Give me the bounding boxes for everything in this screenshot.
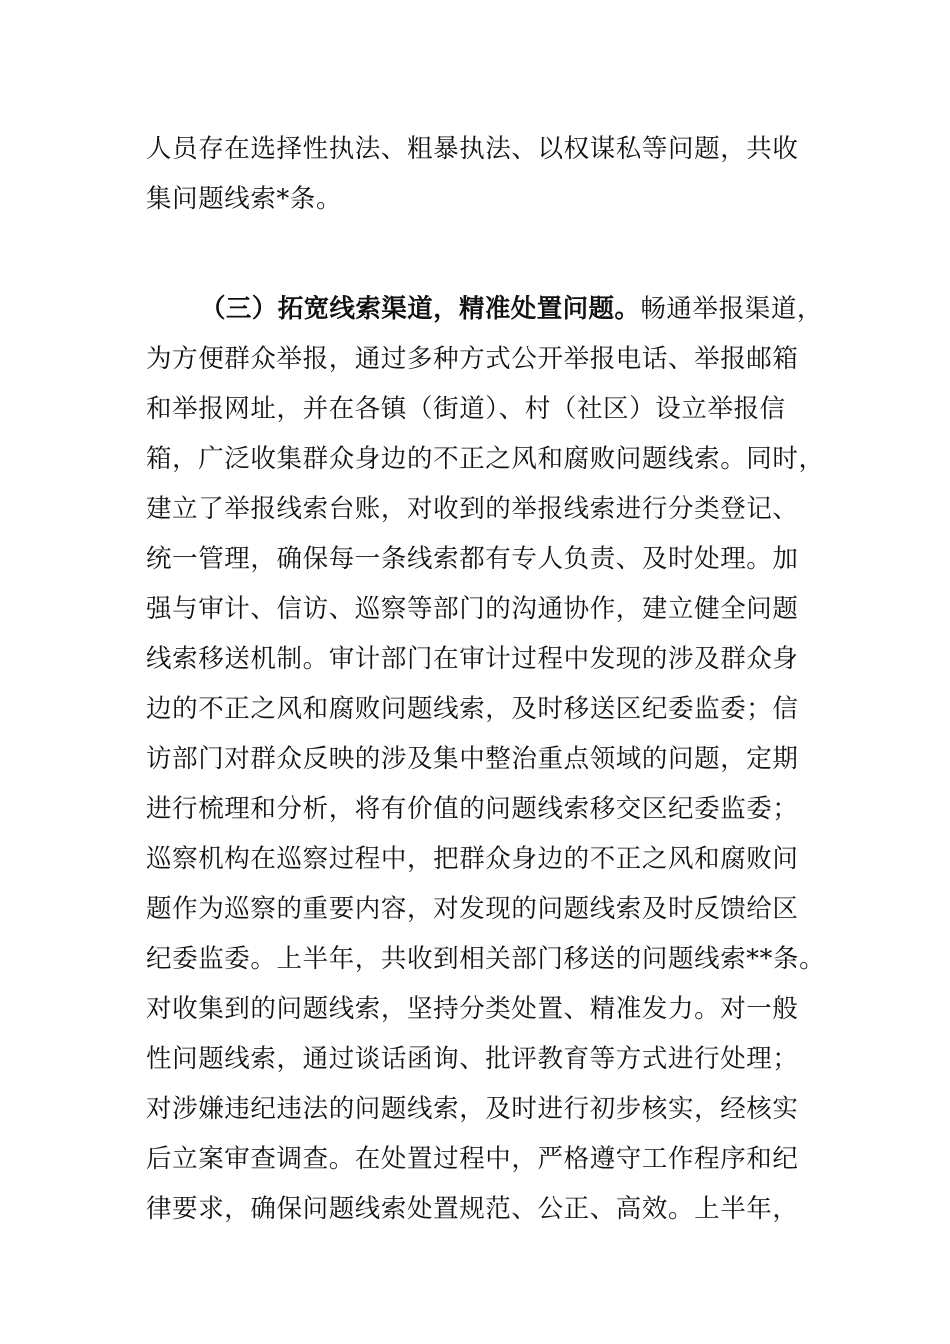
text-line: 人员存在选择性执法、粗暴执法、以权谋私等问题，共收 [146, 134, 799, 164]
text-line: 建立了举报线索台账，对收到的举报线索进行分类登记、 [146, 494, 799, 524]
text-line: 强与审计、信访、巡察等部门的沟通协作，建立健全问题 [146, 594, 799, 624]
text-line: 为方便群众举报，通过多种方式公开举报电话、举报邮箱 [146, 344, 799, 374]
text-line-first [146, 284, 824, 334]
paragraph-section-three [146, 284, 826, 1234]
paragraph-continuation [146, 124, 806, 224]
text-line: 巡察机构在巡察过程中，把群众身边的不正之风和腐败问 [146, 844, 799, 874]
document-body [146, 124, 826, 1234]
text-line: 律要求，确保问题线索处置规范、公正、高效。上半年， [146, 1194, 799, 1224]
text-line: 题作为巡察的重要内容，对发现的问题线索及时反馈给区 [146, 894, 799, 924]
text-line: 集问题线索*条。 [146, 184, 343, 214]
text-line: 边的不正之风和腐败问题线索，及时移送区纪委监委；信 [146, 694, 799, 724]
text-line: 箱，广泛收集群众身边的不正之风和腐败问题线索。同时， [146, 444, 825, 474]
text-line: 后立案审查调查。在处置过程中，严格遵守工作程序和纪 [146, 1144, 799, 1174]
text-line: 和举报网址，并在各镇（街道）、村（社区）设立举报信 [146, 394, 786, 424]
text-line: 统一管理，确保每一条线索都有专人负责、及时处理。加 [146, 544, 799, 574]
text-line: 性问题线索，通过谈话函询、批评教育等方式进行处理； [146, 1044, 799, 1074]
paragraph-spacing [146, 224, 806, 284]
text-line: 对涉嫌违纪违法的问题线索，及时进行初步核实，经核实 [146, 1094, 799, 1124]
text-line: 线索移送机制。审计部门在审计过程中发现的涉及群众身 [146, 644, 799, 674]
text-line: 进行梳理和分析，将有价值的问题线索移交区纪委监委； [146, 794, 799, 824]
text-line: 对收集到的问题线索，坚持分类处置、精准发力。对一般 [146, 994, 799, 1024]
section-heading: （三）拓宽线索渠道，精准处置问题。 [200, 294, 641, 324]
first-line-text: 畅通举报渠道， [640, 294, 824, 324]
text-line: 纪委监委。上半年，共收到相关部门移送的问题线索**条。 [146, 944, 826, 974]
text-line: 访部门对群众反映的涉及集中整治重点领域的问题，定期 [146, 744, 799, 774]
